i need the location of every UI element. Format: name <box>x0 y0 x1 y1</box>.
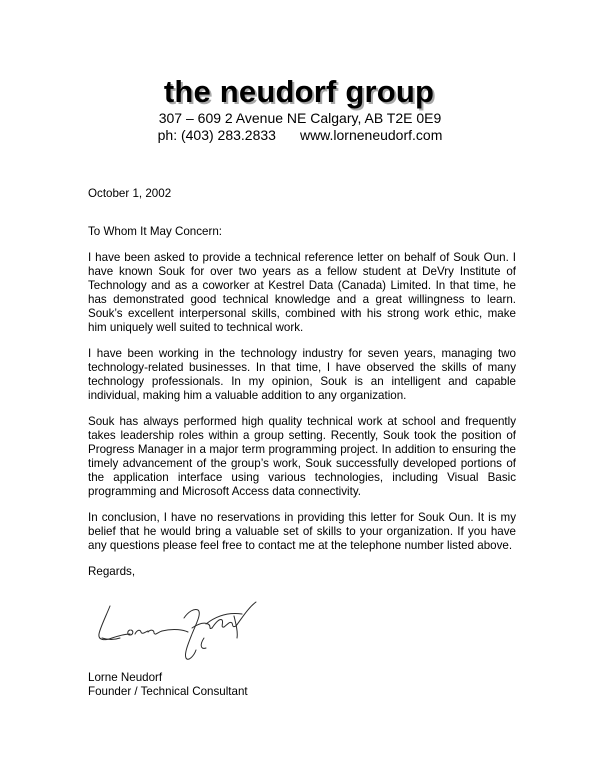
paragraph-conclusion: In conclusion, I have no reservations in providing this letter for Souk Oun. It is my belief that he would bring a valuable set of skills to your organization. If you have any questions please feel free to contact me at the telephone number listed above. <box>88 511 516 552</box>
signature-block <box>88 671 248 699</box>
salutation: To Whom It May Concern: <box>88 225 223 238</box>
company-address: 307 – 609 2 Avenue NE Calgary, AB T2E 0E9 <box>158 110 442 126</box>
letter-body <box>88 187 516 579</box>
paragraph-author-experience: I have been working in the technology industry for seven years, managing two technology-related businesses. In that time, I have observed the skills of many technology professionals. In my opinion, Souk is an intelligent and capable individual, making him a valuable addition to any organization. <box>88 347 516 402</box>
letterhead <box>0 74 600 144</box>
handwritten-signature <box>96 594 266 664</box>
signer-title: Founder / Technical Consultant <box>88 685 248 698</box>
company-name: the neudorf group <box>163 74 435 109</box>
paragraph-technical-work: Souk has always performed high quality technical work at school and frequently takes leadership roles within a group setting. Recently, Souk took the position of Progress Manager in a major term programming project. In addition to ensuring the timely advancement of the group’s work, Souk successfully developed portions of the application interface using various technologies, including Visual Basic programming and Microsoft Access data connectivity. <box>88 415 516 498</box>
company-phone: ph: (403) 283.2833 <box>157 127 276 143</box>
closing: Regards, <box>88 565 136 578</box>
signer-name: Lorne Neudorf <box>88 671 163 684</box>
contact-line <box>0 127 600 144</box>
letter-date: October 1, 2002 <box>88 187 172 200</box>
paragraph-introduction: I have been asked to provide a technical reference letter on behalf of Souk Oun. I have known Souk for over two years as a fellow student at DeVry Institute of Technology and as a coworker at Kestrel Data (Canada) Limited. In that time, he has demonstrated good technical knowledge and a great willingness to learn. Souk’s excellent interpersonal skills, combined with his strong work ethic, make him uniquely well suited to technical work. <box>88 251 516 334</box>
company-website: www.lorneneudorf.com <box>299 127 443 143</box>
